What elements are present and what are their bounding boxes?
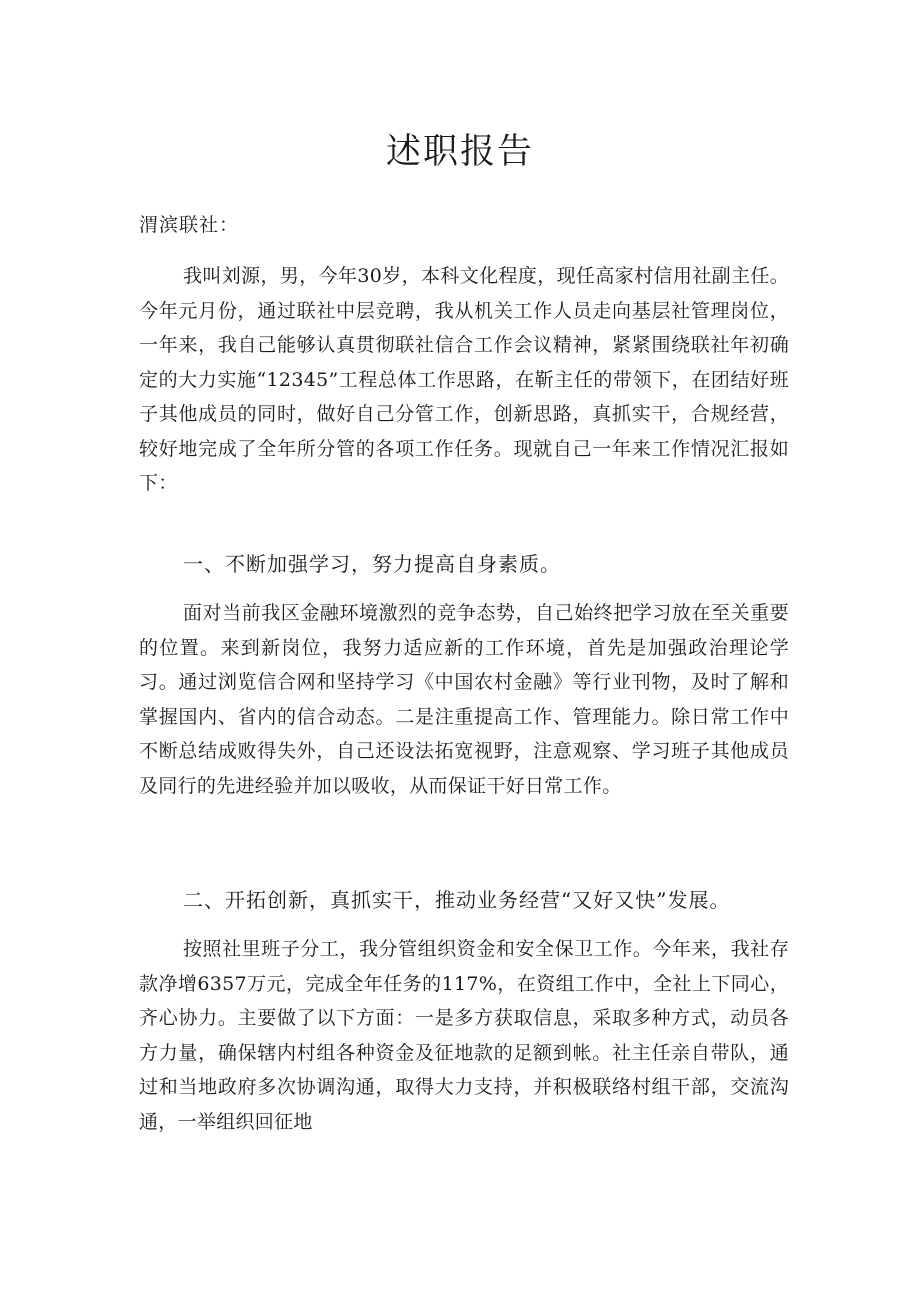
section-heading-2: 二、开拓创新，真抓实干，推动业务经营“又好又快”发展。 — [183, 888, 731, 912]
paragraph-introduction: 我叫刘源，男，今年30岁，本科文化程度，现任高家村信用社副主任。今年元月份，通过联社中层竞聘，我从机关工作人员走向基层社管理岗位，一年来，我自己能够认真贯彻联社信合工作会议精神，紧紧围绕联社年初确定的大力实施“12345”工程总体工作思路，在靳主任的带领下，在团结好班子其他成员的同时，做好自己分管工作，创新思路，真抓实干，合规经营，较好地完成了全年所分管的各项工作任务。现就自己一年来工作情况汇报如下： — [139, 265, 789, 494]
paragraph-study: 面对当前我区金融环境激烈的竞争态势，自己始终把学习放在至关重要的位置。来到新岗位，我努力适应新的工作环境，首先是加强政治理论学习。通过浏览信合网和坚持学习《中国农村金融》等行业刊物，及时了解和掌握国内、省内的信合动态。二是注重提高工作、管理能力。除日常工作中不断总结成败得失外，自己还设法拓宽视野，注意观察、学习班子其他成员及同行的先进经验并加以吸收，从而保证干好日常工作。 — [139, 602, 789, 797]
salutation: 渭滨联社： — [139, 214, 240, 236]
section-heading-1: 一、不断加强学习，努力提高自身素质。 — [183, 552, 561, 576]
paragraph-business: 按照社里班子分工，我分管组织资金和安全保卫工作。今年来，我社存款净增6357万元，完成全年任务的117%，在资组工作中，全社上下同心，齐心协力。主要做了以下方面：一是多方获取信息，采取多种方式，动员各方力量，确保辖内村组各种资金及征地款的足额到帐。社主任亲自带队，通过和当地政府多次协调沟通，取得大力支持，并积极联络村组干部，交流沟通，一举组织回征地 — [139, 938, 789, 1133]
document-title: 述职报告 — [385, 132, 534, 172]
